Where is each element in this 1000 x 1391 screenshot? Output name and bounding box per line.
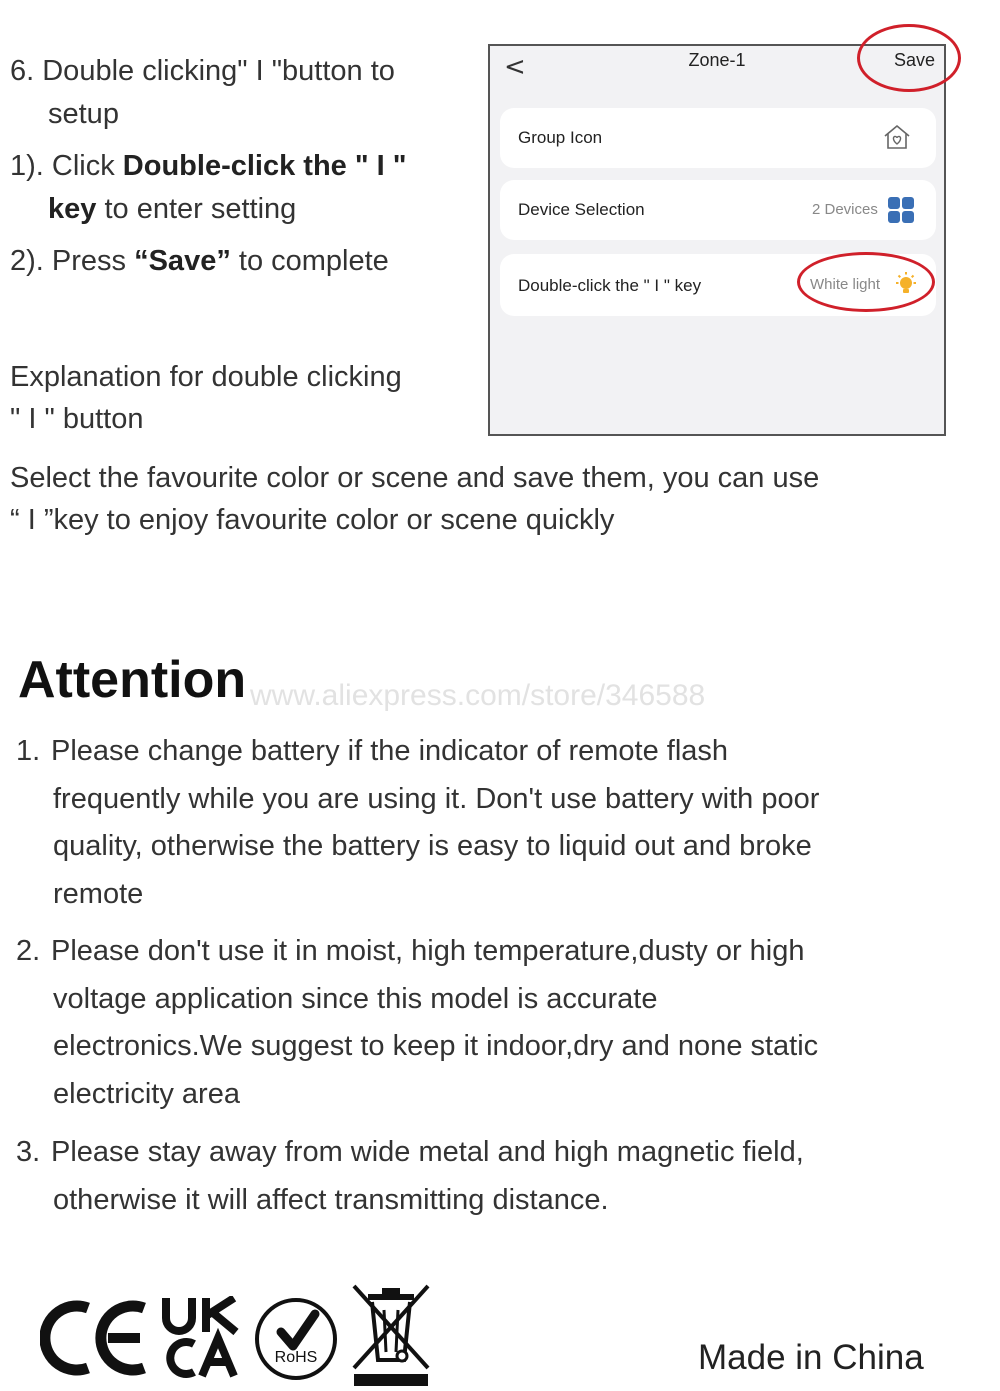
item-line: quality, otherwise the battery is easy to liquid out and broke	[53, 830, 812, 862]
chevron-left-icon[interactable]: <	[504, 52, 526, 82]
explanation-title-line1: Explanation for double clicking	[10, 361, 402, 393]
white-light-value: White light	[810, 276, 881, 293]
step1-suffix: to enter setting	[96, 193, 297, 225]
item-line: Please stay away from wide metal and high magnetic field,	[51, 1136, 804, 1168]
screen-title: Zone-1	[688, 50, 746, 70]
double-click-key-label: Double-click the " I " key	[518, 276, 702, 295]
item-line: otherwise it will affect transmitting distance.	[53, 1183, 609, 1216]
device-count: 2 Devices	[812, 201, 878, 218]
explanation-title-line2: " I " button	[10, 403, 144, 435]
grid-four-icon	[887, 196, 915, 224]
save-button[interactable]: Save	[894, 50, 936, 70]
store-watermark: www.aliexpress.com/store/346588	[250, 679, 706, 712]
ukca-mark	[162, 1296, 242, 1378]
group-icon-label: Group Icon	[518, 128, 603, 147]
home-heart-icon	[882, 122, 912, 152]
step2-prefix: 2). Press	[10, 245, 135, 277]
item-line: electronics.We suggest to keep it indoor,dry and none static	[53, 1030, 819, 1062]
step-title-line1: 6. Double clicking" I "button to	[10, 55, 395, 87]
item-line: Please change battery if the indicator of remote flash	[51, 735, 729, 767]
step1-line1	[10, 145, 407, 188]
step1-line2	[48, 188, 296, 231]
item-line: frequently while you are using it. Don't use battery with poor	[53, 782, 820, 815]
weee-bin-mark	[350, 1284, 432, 1388]
step1-bold1: Double-click the " I "	[122, 150, 407, 182]
step2-line	[10, 240, 389, 283]
rohs-label: RoHS	[274, 1349, 318, 1366]
step2-suffix: to complete	[230, 245, 389, 277]
white-light-highlight-circle	[797, 252, 935, 312]
item-line: electricity area	[53, 1077, 240, 1110]
ce-mark	[40, 1298, 152, 1378]
phone-screenshot	[488, 44, 946, 436]
device-selection-label: Device Selection	[518, 200, 645, 219]
item-number: 2.	[16, 935, 41, 967]
item-line: Please don't use it in moist, high temperature,dusty or high	[51, 935, 805, 967]
attention-heading: Attention	[18, 651, 247, 709]
group-icon-row[interactable]	[500, 108, 936, 168]
explanation-line1: Select the favourite color or scene and save them, you can use	[10, 462, 820, 494]
step1-bold2: key	[48, 193, 97, 225]
save-highlight-circle	[857, 24, 961, 92]
made-in-china: Made in China	[698, 1338, 924, 1377]
rohs-mark	[253, 1296, 339, 1382]
item-number: 3.	[16, 1136, 41, 1168]
item-number: 1.	[16, 735, 41, 767]
step2-bold: “Save”	[134, 245, 231, 277]
step-title-line2: setup	[48, 98, 119, 130]
item-line: remote	[53, 877, 144, 910]
explanation-line2: “ I ”key to enjoy favourite color or scene quickly	[10, 504, 615, 536]
step1-prefix: 1). Click	[10, 150, 123, 182]
item-line: voltage application since this model is accurate	[53, 982, 658, 1015]
device-selection-row[interactable]	[500, 180, 936, 240]
